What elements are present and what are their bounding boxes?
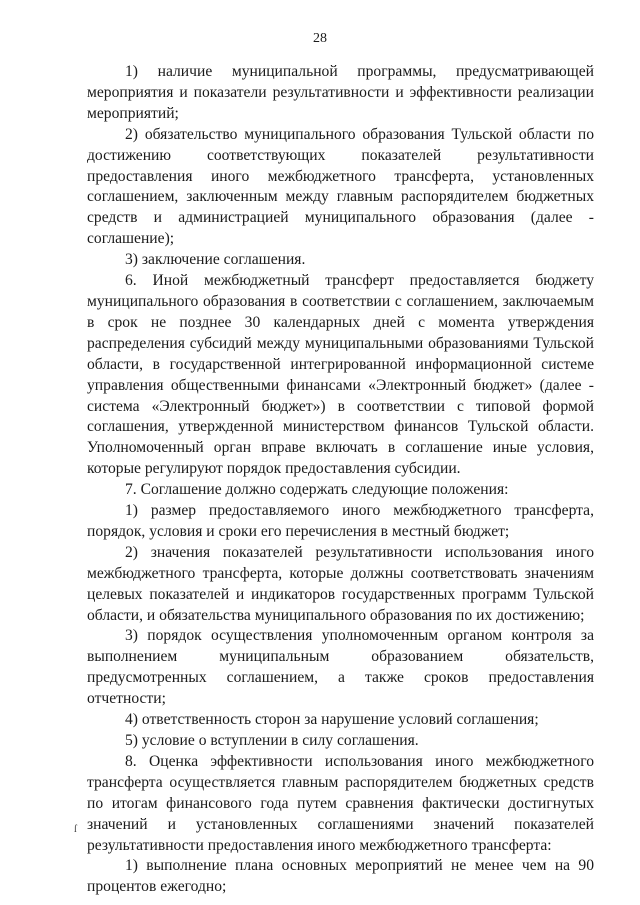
paragraph: 5) условие о вступлении в силу соглашения. bbox=[125, 732, 419, 749]
paragraph: 2) обязательство муниципального образования Тульской области по достижению соответствующих показателей результативности предоставления иного межбюджетного трансферта, установленных соглашением, заключенным между главным распорядителем бюджетных средств и администрацией муниципального образования (далее - соглашение); bbox=[87, 125, 594, 248]
paragraph: 3) заключение соглашения. bbox=[125, 251, 306, 269]
paragraph: 1) наличие муниципальной программы, предусматривающей мероприятия и показатели результативности и эффективности реализации мероприятий; bbox=[87, 63, 594, 122]
margin-mark: ſ bbox=[74, 824, 77, 835]
paragraph: 8. Оценка эффективности использования иного межбюджетного трансферта осуществляется главным распорядителем бюджетных средств по итогам финансового года путем сравнения фактически достигнутых значений и установленных соглашениями значений показателей результативности предоставления иного межбюджетного трансферта: bbox=[87, 752, 594, 854]
page-number: 28 bbox=[313, 31, 327, 46]
paragraph: 2) значения показателей результативности использования иного межбюджетного трансферта, которые должны соответствовать значениям целевых показателей и индикаторов государственных программ Тульской области, и обязательства муниципального образования по их достижению; bbox=[87, 543, 594, 624]
paragraph: 4) ответственность сторон за нарушение условий соглашения; bbox=[125, 711, 539, 729]
paragraph: 1) размер предоставляемого иного межбюджетного трансферта, порядок, условия и сроки его перечисления в местный бюджет; bbox=[87, 502, 594, 540]
paragraph: 3) порядок осуществления уполномоченным органом контроля за выполнением муниципальным образованием обязательств, предусмотренных соглашением, а также сроков предоставления отчетности; bbox=[87, 627, 594, 708]
paragraph: 7. Соглашение должно содержать следующие положения: bbox=[125, 481, 509, 499]
document-body bbox=[87, 62, 594, 898]
paragraph: 6. Иной межбюджетный трансферт предоставляется бюджету муниципального образования в соответствии с соглашением, заключаемым в срок не позднее 30 календарных дней с момента утверждения распределения субсидий между муниципальными образованиями Тульской области, в государственной интегрированной информационной системе управления общественными финансами «Электронный бюджет» (далее - система «Электронный бюджет») в соответствии с типовой формой соглашения, утвержденной министерством финансов Тульской области. Уполномоченный орган вправе включать в соглашение иные условия, которые регулируют порядок предоставления субсидии. bbox=[87, 272, 594, 478]
paragraph: 1) выполнение плана основных мероприятий не менее чем на 90 процентов ежегодно; bbox=[87, 857, 594, 896]
